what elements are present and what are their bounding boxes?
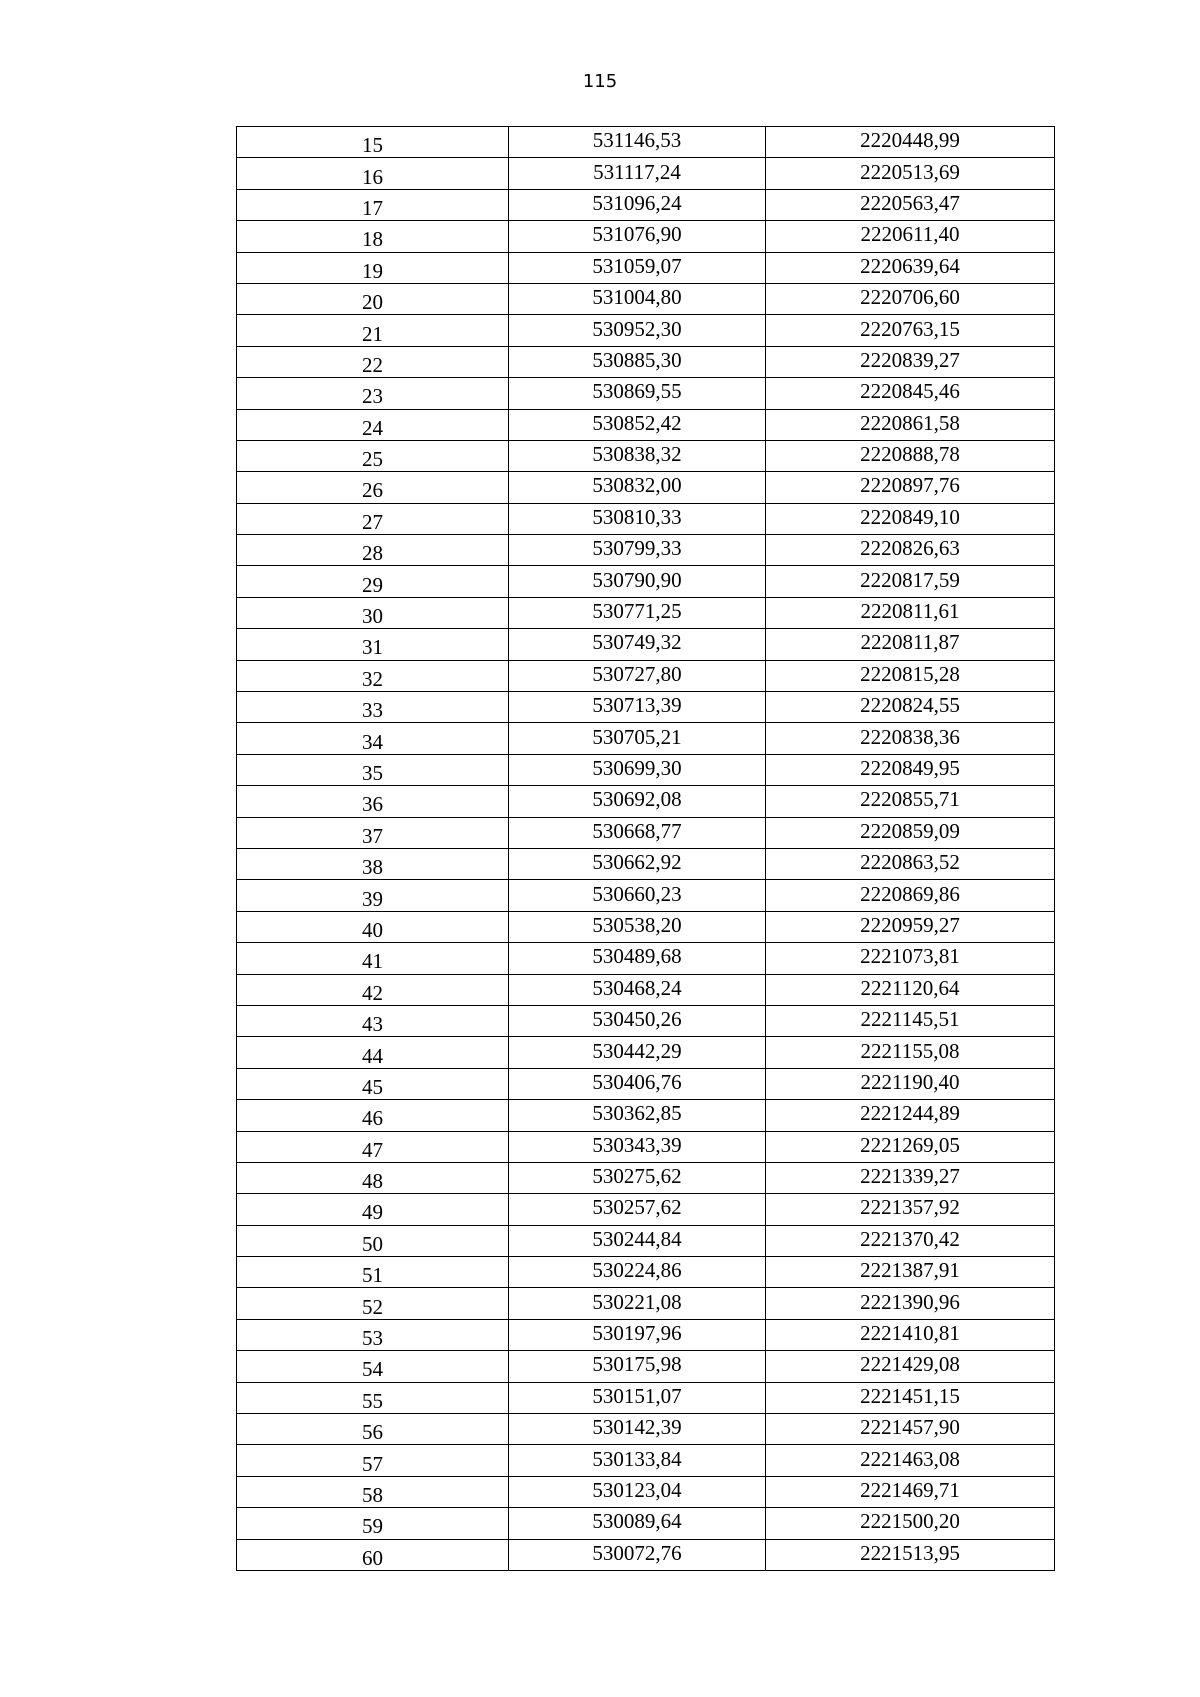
x-coordinate-cell: 530705,21 (509, 723, 766, 754)
y-coordinate-cell: 2221463,08 (766, 1445, 1055, 1476)
table-row (237, 629, 1055, 660)
point-number-cell: 48 (237, 1162, 509, 1193)
point-number-cell: 39 (237, 880, 509, 911)
y-coordinate-cell: 2220817,59 (766, 566, 1055, 597)
y-coordinate-cell: 2221500,20 (766, 1508, 1055, 1539)
point-number-cell: 31 (237, 629, 509, 660)
table-row (237, 221, 1055, 252)
x-coordinate-cell: 530838,32 (509, 440, 766, 471)
y-coordinate-cell: 2220763,15 (766, 315, 1055, 346)
x-coordinate-cell: 530832,00 (509, 472, 766, 503)
x-coordinate-cell: 530662,92 (509, 848, 766, 879)
x-coordinate-cell: 530142,39 (509, 1414, 766, 1445)
table-row (237, 943, 1055, 974)
table-row (237, 378, 1055, 409)
point-number-cell: 41 (237, 943, 509, 974)
table-row (237, 848, 1055, 879)
x-coordinate-cell: 530224,86 (509, 1257, 766, 1288)
table-row (237, 692, 1055, 723)
table-row (237, 754, 1055, 785)
y-coordinate-cell: 2220839,27 (766, 346, 1055, 377)
x-coordinate-cell: 530852,42 (509, 409, 766, 440)
y-coordinate-cell: 2220849,10 (766, 503, 1055, 534)
x-coordinate-cell: 530450,26 (509, 1005, 766, 1036)
point-number-cell: 22 (237, 346, 509, 377)
table-row (237, 158, 1055, 189)
table-row (237, 817, 1055, 848)
table-row (237, 1508, 1055, 1539)
x-coordinate-cell: 530442,29 (509, 1037, 766, 1068)
y-coordinate-cell: 2221120,64 (766, 974, 1055, 1005)
point-number-cell: 24 (237, 409, 509, 440)
point-number-cell: 38 (237, 848, 509, 879)
point-number-cell: 42 (237, 974, 509, 1005)
x-coordinate-cell: 530468,24 (509, 974, 766, 1005)
y-coordinate-cell: 2220811,61 (766, 597, 1055, 628)
point-number-cell: 18 (237, 221, 509, 252)
y-coordinate-cell: 2220706,60 (766, 283, 1055, 314)
table-row (237, 1194, 1055, 1225)
table-row (237, 409, 1055, 440)
point-number-cell: 49 (237, 1194, 509, 1225)
x-coordinate-cell: 531059,07 (509, 252, 766, 283)
x-coordinate-cell: 530489,68 (509, 943, 766, 974)
x-coordinate-cell: 531117,24 (509, 158, 766, 189)
x-coordinate-cell: 530151,07 (509, 1382, 766, 1413)
y-coordinate-cell: 2220824,55 (766, 692, 1055, 723)
y-coordinate-cell: 2221513,95 (766, 1539, 1055, 1570)
x-coordinate-cell: 530660,23 (509, 880, 766, 911)
y-coordinate-cell: 2220869,86 (766, 880, 1055, 911)
point-number-cell: 37 (237, 817, 509, 848)
point-number-cell: 36 (237, 786, 509, 817)
x-coordinate-cell: 530799,33 (509, 535, 766, 566)
table-row (237, 566, 1055, 597)
table-row (237, 472, 1055, 503)
point-number-cell: 57 (237, 1445, 509, 1476)
point-number-cell: 32 (237, 660, 509, 691)
x-coordinate-cell: 530668,77 (509, 817, 766, 848)
y-coordinate-cell: 2220849,95 (766, 754, 1055, 785)
x-coordinate-cell: 530221,08 (509, 1288, 766, 1319)
x-coordinate-cell: 530699,30 (509, 754, 766, 785)
y-coordinate-cell: 2220815,28 (766, 660, 1055, 691)
x-coordinate-cell: 530175,98 (509, 1351, 766, 1382)
point-number-cell: 30 (237, 597, 509, 628)
x-coordinate-cell: 530885,30 (509, 346, 766, 377)
x-coordinate-cell: 530790,90 (509, 566, 766, 597)
y-coordinate-cell: 2221155,08 (766, 1037, 1055, 1068)
x-coordinate-cell: 530713,39 (509, 692, 766, 723)
table-row (237, 1288, 1055, 1319)
y-coordinate-cell: 2220563,47 (766, 189, 1055, 220)
point-number-cell: 44 (237, 1037, 509, 1068)
point-number-cell: 25 (237, 440, 509, 471)
x-coordinate-cell: 530749,32 (509, 629, 766, 660)
y-coordinate-cell: 2221429,08 (766, 1351, 1055, 1382)
table-row (237, 1476, 1055, 1507)
y-coordinate-cell: 2220826,63 (766, 535, 1055, 566)
y-coordinate-cell: 2220888,78 (766, 440, 1055, 471)
table-row (237, 597, 1055, 628)
coordinates-table-body (237, 127, 1055, 1571)
point-number-cell: 52 (237, 1288, 509, 1319)
x-coordinate-cell: 531004,80 (509, 283, 766, 314)
table-row (237, 189, 1055, 220)
table-row (237, 1539, 1055, 1570)
x-coordinate-cell: 530538,20 (509, 911, 766, 942)
x-coordinate-cell: 530257,62 (509, 1194, 766, 1225)
y-coordinate-cell: 2221190,40 (766, 1068, 1055, 1099)
y-coordinate-cell: 2220959,27 (766, 911, 1055, 942)
table-row (237, 1445, 1055, 1476)
table-row (237, 1414, 1055, 1445)
x-coordinate-cell: 530952,30 (509, 315, 766, 346)
x-coordinate-cell: 530362,85 (509, 1100, 766, 1131)
x-coordinate-cell: 530727,80 (509, 660, 766, 691)
y-coordinate-cell: 2221410,81 (766, 1319, 1055, 1350)
x-coordinate-cell: 530771,25 (509, 597, 766, 628)
point-number-cell: 28 (237, 535, 509, 566)
y-coordinate-cell: 2220859,09 (766, 817, 1055, 848)
point-number-cell: 47 (237, 1131, 509, 1162)
y-coordinate-cell: 2220448,99 (766, 127, 1055, 158)
y-coordinate-cell: 2221339,27 (766, 1162, 1055, 1193)
table-row (237, 974, 1055, 1005)
x-coordinate-cell: 530869,55 (509, 378, 766, 409)
point-number-cell: 43 (237, 1005, 509, 1036)
coordinates-table (236, 126, 1055, 1571)
y-coordinate-cell: 2220855,71 (766, 786, 1055, 817)
y-coordinate-cell: 2221073,81 (766, 943, 1055, 974)
point-number-cell: 54 (237, 1351, 509, 1382)
y-coordinate-cell: 2221451,15 (766, 1382, 1055, 1413)
point-number-cell: 59 (237, 1508, 509, 1539)
point-number-cell: 20 (237, 283, 509, 314)
x-coordinate-cell: 530089,64 (509, 1508, 766, 1539)
point-number-cell: 34 (237, 723, 509, 754)
y-coordinate-cell: 2221370,42 (766, 1225, 1055, 1256)
point-number-cell: 19 (237, 252, 509, 283)
y-coordinate-cell: 2221269,05 (766, 1131, 1055, 1162)
y-coordinate-cell: 2220811,87 (766, 629, 1055, 660)
table-row (237, 660, 1055, 691)
point-number-cell: 40 (237, 911, 509, 942)
table-row (237, 1225, 1055, 1256)
point-number-cell: 53 (237, 1319, 509, 1350)
table-row (237, 283, 1055, 314)
y-coordinate-cell: 2221469,71 (766, 1476, 1055, 1507)
y-coordinate-cell: 2221390,96 (766, 1288, 1055, 1319)
y-coordinate-cell: 2220863,52 (766, 848, 1055, 879)
table-row (237, 1068, 1055, 1099)
point-number-cell: 35 (237, 754, 509, 785)
table-row (237, 440, 1055, 471)
x-coordinate-cell: 531096,24 (509, 189, 766, 220)
x-coordinate-cell: 530275,62 (509, 1162, 766, 1193)
x-coordinate-cell: 530072,76 (509, 1539, 766, 1570)
point-number-cell: 58 (237, 1476, 509, 1507)
x-coordinate-cell: 531076,90 (509, 221, 766, 252)
y-coordinate-cell: 2220611,40 (766, 221, 1055, 252)
point-number-cell: 23 (237, 378, 509, 409)
point-number-cell: 15 (237, 127, 509, 158)
table-row (237, 315, 1055, 346)
point-number-cell: 29 (237, 566, 509, 597)
point-number-cell: 17 (237, 189, 509, 220)
point-number-cell: 33 (237, 692, 509, 723)
y-coordinate-cell: 2221357,92 (766, 1194, 1055, 1225)
table-row (237, 127, 1055, 158)
point-number-cell: 46 (237, 1100, 509, 1131)
x-coordinate-cell: 530133,84 (509, 1445, 766, 1476)
x-coordinate-cell: 530810,33 (509, 503, 766, 534)
table-row (237, 911, 1055, 942)
y-coordinate-cell: 2220861,58 (766, 409, 1055, 440)
y-coordinate-cell: 2220845,46 (766, 378, 1055, 409)
x-coordinate-cell: 530692,08 (509, 786, 766, 817)
y-coordinate-cell: 2220639,64 (766, 252, 1055, 283)
y-coordinate-cell: 2221387,91 (766, 1257, 1055, 1288)
point-number-cell: 50 (237, 1225, 509, 1256)
y-coordinate-cell: 2221244,89 (766, 1100, 1055, 1131)
x-coordinate-cell: 530406,76 (509, 1068, 766, 1099)
table-row (237, 880, 1055, 911)
table-row (237, 1382, 1055, 1413)
y-coordinate-cell: 2220513,69 (766, 158, 1055, 189)
table-row (237, 503, 1055, 534)
point-number-cell: 60 (237, 1539, 509, 1570)
table-row (237, 1131, 1055, 1162)
point-number-cell: 51 (237, 1257, 509, 1288)
table-row (237, 346, 1055, 377)
table-row (237, 1100, 1055, 1131)
y-coordinate-cell: 2221457,90 (766, 1414, 1055, 1445)
x-coordinate-cell: 530343,39 (509, 1131, 766, 1162)
point-number-cell: 55 (237, 1382, 509, 1413)
y-coordinate-cell: 2220838,36 (766, 723, 1055, 754)
table-row (237, 786, 1055, 817)
x-coordinate-cell: 531146,53 (509, 127, 766, 158)
table-row (237, 535, 1055, 566)
table-row (237, 1037, 1055, 1068)
table-row (237, 252, 1055, 283)
x-coordinate-cell: 530197,96 (509, 1319, 766, 1350)
point-number-cell: 21 (237, 315, 509, 346)
y-coordinate-cell: 2220897,76 (766, 472, 1055, 503)
table-row (237, 1257, 1055, 1288)
table-row (237, 1162, 1055, 1193)
y-coordinate-cell: 2221145,51 (766, 1005, 1055, 1036)
table-row (237, 1005, 1055, 1036)
page-number: 115 (582, 71, 618, 92)
point-number-cell: 27 (237, 503, 509, 534)
point-number-cell: 56 (237, 1414, 509, 1445)
x-coordinate-cell: 530244,84 (509, 1225, 766, 1256)
table-row (237, 723, 1055, 754)
table-row (237, 1351, 1055, 1382)
point-number-cell: 16 (237, 158, 509, 189)
table-row (237, 1319, 1055, 1350)
x-coordinate-cell: 530123,04 (509, 1476, 766, 1507)
point-number-cell: 26 (237, 472, 509, 503)
point-number-cell: 45 (237, 1068, 509, 1099)
